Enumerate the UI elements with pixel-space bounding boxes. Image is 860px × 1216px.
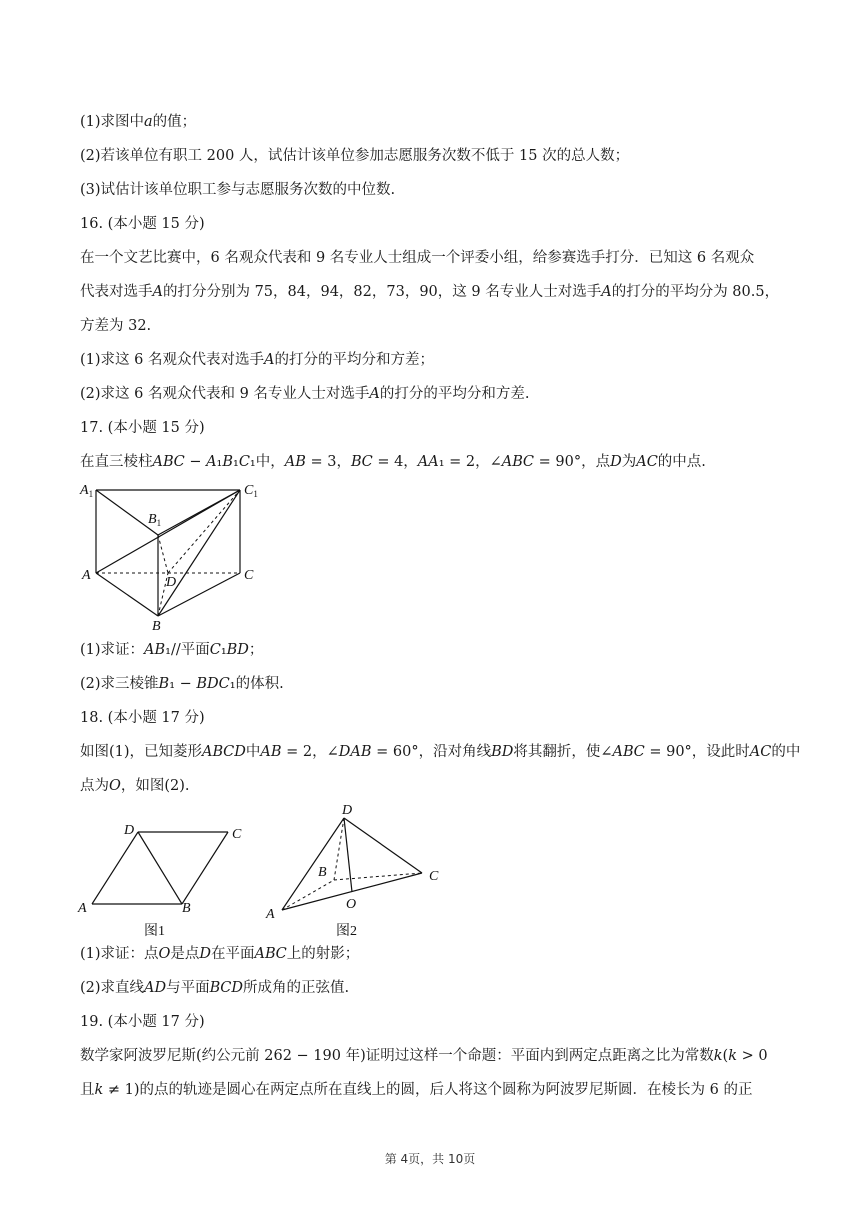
pyramid-figure xyxy=(262,800,462,942)
pyramid-caption: 图2 xyxy=(336,924,357,939)
q18-part1: (1)求证：点𝑂是点𝐷在平面𝐴𝐵𝐶上的射影； xyxy=(80,946,360,962)
rhombus-label-b: B xyxy=(182,901,191,916)
q15-part1: (1)求图中𝑎的值； xyxy=(80,114,197,130)
q15-part3: (3)试估计该单位职工参与志愿服务次数的中位数. xyxy=(80,182,396,198)
q17-header: 17. (本小题 15 分) xyxy=(80,420,205,436)
label-d: D xyxy=(166,575,177,590)
label-c: C xyxy=(244,568,254,583)
q16-text-line3: 方差为 32. xyxy=(80,318,152,334)
q18-part2: (2)求直线𝐴𝐷与平面𝐵𝐶𝐷所成角的正弦值. xyxy=(80,980,350,996)
q16-part2: (2)求这 6 名观众代表和 9 名专业人士对选手𝐴的打分的平均分和方差. xyxy=(80,386,530,402)
q18-header: 18. (本小题 17 分) xyxy=(80,710,205,726)
q16-text-line1: 在一个文艺比赛中，6 名观众代表和 9 名专业人士组成一个评委小组，给参赛选手打分．已知这 6 名观众 xyxy=(80,250,755,266)
label-a1: $A_1$ xyxy=(80,483,94,499)
q16-part1: (1)求这 6 名观众代表对选手𝐴的打分的平均分和方差； xyxy=(80,352,434,368)
q19-text-line1: 数学家阿波罗尼斯(约公元前 262 − 190 年)证明过这样一个命题：平面内到两定点距离之比为常数𝑘(𝑘 > 0 xyxy=(80,1048,768,1064)
rhombus-caption: 图1 xyxy=(144,924,165,939)
q16-header: 16. (本小题 15 分) xyxy=(80,216,205,232)
rhombus-figure xyxy=(76,816,256,942)
q17-part2: (2)求三棱锥𝐵₁ − 𝐵𝐷𝐶₁的体积. xyxy=(80,676,284,692)
q16-text-line2: 代表对选手𝐴的打分分别为 75，84，94，82，73，90，这 9 名专业人士对选手𝐴的打分的平均分为 80.5， xyxy=(80,284,780,300)
pyramid-label-c: C xyxy=(429,869,439,884)
q17-text: 在直三棱柱𝐴𝐵𝐶 − 𝐴₁𝐵₁𝐶₁中，𝐴𝐵 = 3，𝐵𝐶 = 4，𝐴𝐴₁ = 2，∠𝐴𝐵𝐶 = 90°，点𝐷为𝐴𝐶的中点. xyxy=(80,454,706,470)
label-c1: $C_1$ xyxy=(244,483,258,499)
label-b: B xyxy=(152,619,161,634)
q18-text-line1: 如图(1)，已知菱形𝐴𝐵𝐶𝐷中𝐴𝐵 = 2，∠𝐷𝐴𝐵 = 60°，沿对角线𝐵𝐷将其翻折，使∠𝐴𝐵𝐶 = 90°，设此时𝐴𝐶的中 xyxy=(80,744,801,760)
q15-part2: (2)若该单位有职工 200 人，试估计该单位参加志愿服务次数不低于 15 次的总人数； xyxy=(80,148,630,164)
q17-part1: (1)求证：𝐴𝐵₁//平面𝐶₁𝐵𝐷； xyxy=(80,642,264,658)
rhombus-label-d: D xyxy=(124,823,135,838)
label-b1: $B_1$ xyxy=(148,512,162,528)
page-footer: 第 4页，共 10页 xyxy=(384,1152,476,1166)
q19-header: 19. (本小题 17 分) xyxy=(80,1014,205,1030)
pyramid-label-b: B xyxy=(318,865,327,880)
rhombus-label-a: A xyxy=(78,901,87,916)
q18-text-line2: 点为𝑂，如图(2). xyxy=(80,778,190,794)
pyramid-label-o: O xyxy=(346,897,357,912)
rhombus-label-c: C xyxy=(232,827,242,842)
label-a: A xyxy=(82,568,91,583)
q19-text-line2: 且𝑘 ≠ 1)的点的轨迹是圆心在两定点所在直线上的圆，后人将这个圆称为阿波罗尼斯圆．在棱长为 6 的正 xyxy=(80,1082,753,1098)
pyramid-label-d: D xyxy=(342,803,353,818)
prism-figure xyxy=(78,478,278,634)
pyramid-label-a: A xyxy=(266,907,275,922)
